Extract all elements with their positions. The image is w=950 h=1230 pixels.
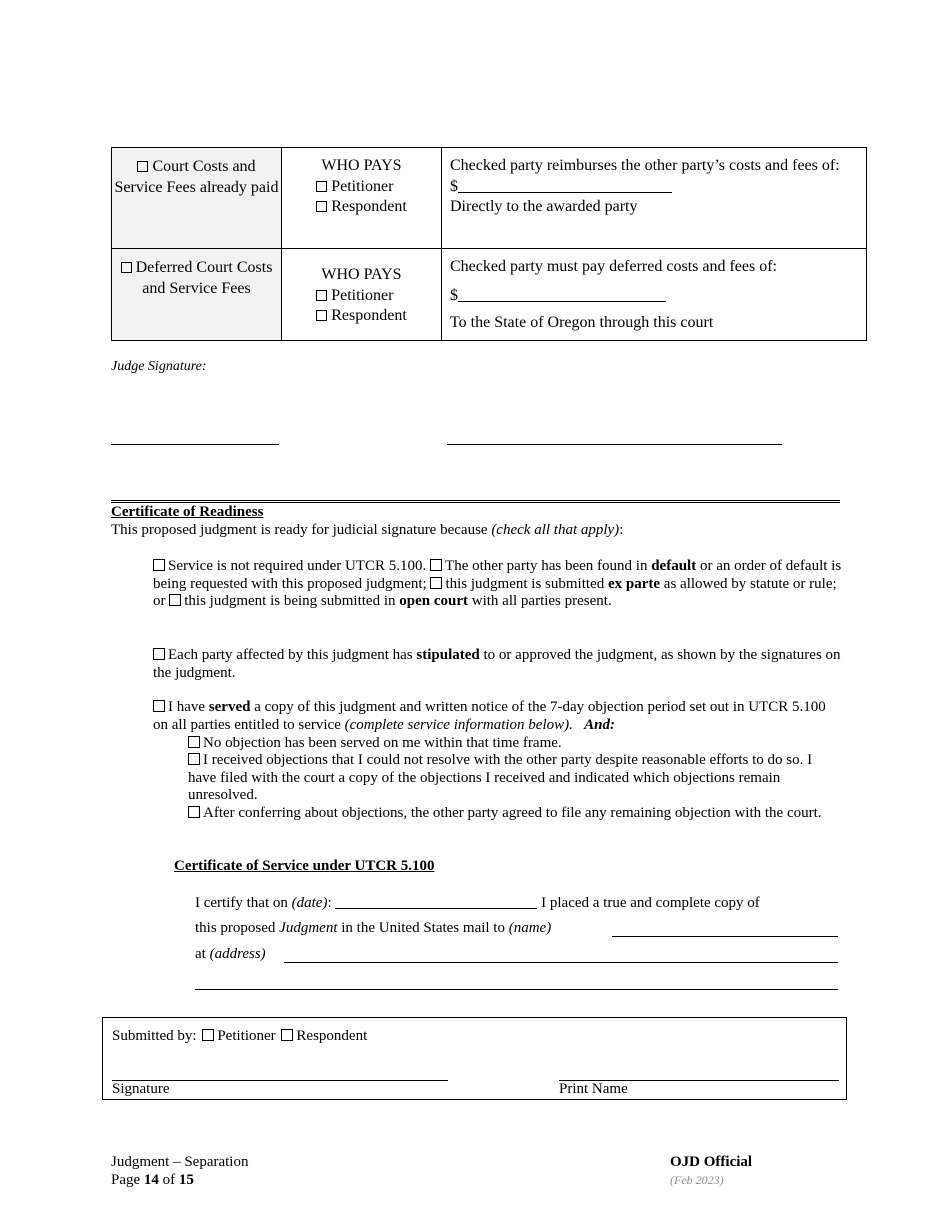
served-text: I have: [168, 699, 209, 715]
respondent-checkbox[interactable]: [316, 201, 327, 212]
page-indicator: [111, 1172, 248, 1190]
at-text: at: [195, 946, 210, 962]
submitted-by-row: [112, 1028, 367, 1046]
official-label: OJD Official: [670, 1154, 753, 1170]
revision-date: (Feb 2023): [670, 1172, 724, 1187]
petitioner-checkbox[interactable]: [316, 290, 327, 301]
ex-parte-text-rest: as allowed by statute or rule; or: [153, 575, 837, 609]
fee-row-paid: [112, 148, 867, 249]
who-pays-label: WHO PAYS: [321, 157, 402, 174]
intro-colon: :: [619, 522, 624, 538]
objections-unresolved-text: I received objections that I could not resolve with the other party despite reasonable efforts to do so. I have filed with the court a copy of the objections I received and indicated which objections remain unresolved.: [188, 752, 813, 803]
service-address-field[interactable]: [284, 962, 838, 963]
objection-option-agreed: [188, 805, 843, 823]
stipulated-text-rest: to or approved the judgment, as shown by the signatures on the judgment.: [153, 647, 841, 681]
default-text: The other party has been found in: [445, 558, 652, 574]
readiness-option-served: [153, 699, 843, 734]
readiness-option-service: [153, 558, 843, 611]
served-note: (complete service information below).: [344, 716, 573, 733]
amount-field[interactable]: [458, 287, 666, 302]
intro-note: (check all that apply): [491, 522, 620, 538]
petitioner-label: Petitioner: [331, 177, 394, 195]
judge-signature-label: Judge Signature:: [111, 359, 207, 374]
who-pays-cell: [282, 148, 442, 249]
page-total: 15: [178, 1171, 194, 1188]
fee-description: Checked party must pay deferred costs and fees of:: [450, 258, 777, 275]
stipulated-text: Each party affected by this judgment has: [168, 647, 417, 663]
petitioner-checkbox[interactable]: [316, 181, 327, 192]
served-and: And:: [584, 716, 615, 733]
certificate-heading: Certificate of Readiness: [111, 504, 264, 520]
fee-type-checkbox[interactable]: [121, 262, 132, 273]
date-label: (date): [291, 895, 328, 911]
ex-parte-checkbox[interactable]: [430, 577, 442, 589]
dollar-sign: $: [450, 286, 458, 304]
address-label: (address): [209, 946, 266, 962]
service-date-field[interactable]: [335, 894, 537, 909]
fee-type-label: Deferred Court Costs and Service Fees: [135, 259, 273, 297]
date-colon: :: [327, 895, 332, 911]
name-label: (name): [508, 920, 552, 936]
no-objection-text: No objection has been served on me within that time frame.: [203, 735, 562, 751]
judge-date-line[interactable]: [111, 444, 279, 445]
objections-unresolved-checkbox[interactable]: [188, 753, 200, 765]
fee-row-deferred: [112, 249, 867, 341]
service-not-required-text: Service is not required under UTCR 5.100.: [168, 558, 427, 574]
stipulated-term: stipulated: [416, 647, 480, 663]
default-term: default: [651, 558, 697, 574]
default-text-rest: or an order of default is being requested with this proposed judgment;: [153, 558, 842, 592]
who-pays-label: WHO PAYS: [321, 266, 402, 283]
judge-signature-line[interactable]: [447, 444, 782, 445]
signature-label: Signature: [112, 1081, 170, 1097]
objection-option-unresolved: [188, 752, 843, 805]
service-heading: Certificate of Service under UTCR 5.100: [174, 858, 435, 874]
objections-agreed-text: After conferring about objections, the other party agreed to file any remaining objection with the court.: [203, 805, 822, 821]
who-pays-cell: [282, 249, 442, 341]
served-text-rest: a copy of this judgment and written notice of the 7-day objection period set out in UTCR 5.100 on all parties entitled to service: [153, 699, 826, 733]
ex-parte-text: this judgment is submitted: [445, 575, 608, 592]
dollar-sign: $: [450, 177, 458, 195]
service-name-line: [195, 920, 551, 938]
mail-text: this proposed: [195, 920, 280, 936]
submitted-petitioner-label: Petitioner: [217, 1028, 276, 1044]
intro-text: This proposed judgment is ready for judicial signature because: [111, 522, 492, 538]
objection-option-none: [188, 735, 843, 753]
footer-right: [670, 1154, 752, 1189]
form-title: Judgment – Separation: [111, 1154, 249, 1170]
fee-table: [111, 147, 867, 341]
certificate-intro: [111, 522, 623, 540]
served-checkbox[interactable]: [153, 700, 165, 712]
service-address-field-2[interactable]: [195, 989, 838, 990]
fee-destination: To the State of Oregon through this court: [450, 314, 714, 331]
fee-type-cell: [112, 148, 282, 249]
open-court-checkbox[interactable]: [169, 594, 181, 606]
fee-description-cell: [442, 249, 867, 341]
mail-text-rest: in the United States mail to: [337, 920, 509, 936]
open-court-term: open court: [399, 593, 468, 609]
respondent-label: Respondent: [331, 307, 407, 324]
certify-text-rest: I placed a true and complete copy of: [537, 895, 760, 911]
petitioner-label: Petitioner: [331, 286, 394, 304]
readiness-option-stipulated: [153, 647, 843, 682]
no-objection-checkbox[interactable]: [188, 736, 200, 748]
amount-field[interactable]: [458, 178, 672, 193]
respondent-label: Respondent: [331, 198, 407, 215]
fee-type-cell: [112, 249, 282, 341]
footer-left: [111, 1154, 248, 1189]
page-word: Page: [111, 1171, 144, 1188]
fee-description: Checked party reimburses the other party’s costs and fees of:: [450, 157, 840, 174]
submitted-petitioner-checkbox[interactable]: [202, 1029, 214, 1041]
fee-type-checkbox[interactable]: [137, 161, 148, 172]
page-number: 14: [143, 1171, 159, 1188]
section-divider: [111, 500, 840, 503]
judgment-term: Judgment: [279, 920, 338, 936]
open-court-text: this judgment is being submitted in: [184, 593, 400, 609]
service-address-line: [195, 946, 266, 964]
fee-description-cell: [442, 148, 867, 249]
of-word: of: [158, 1171, 179, 1188]
submitted-respondent-label: Respondent: [296, 1028, 368, 1044]
submitted-by-label: Submitted by:: [112, 1028, 197, 1044]
objections-agreed-checkbox[interactable]: [188, 806, 200, 818]
fee-destination: Directly to the awarded party: [450, 198, 638, 215]
service-name-field[interactable]: [612, 936, 838, 937]
submitted-respondent-checkbox[interactable]: [281, 1029, 293, 1041]
service-not-required-checkbox[interactable]: [153, 559, 165, 571]
served-term: served: [208, 699, 251, 715]
certify-text: I certify that on: [195, 895, 292, 911]
submitted-by-box: [102, 1017, 847, 1100]
default-checkbox[interactable]: [430, 559, 442, 571]
ex-parte-term: ex parte: [607, 575, 661, 592]
respondent-checkbox[interactable]: [316, 310, 327, 321]
open-court-text-rest: with all parties present.: [468, 593, 612, 609]
service-date-line: [195, 894, 760, 913]
stipulated-checkbox[interactable]: [153, 648, 165, 660]
fee-type-label: Court Costs and Service Fees already paid: [114, 158, 279, 196]
print-name-label: Print Name: [559, 1081, 628, 1097]
